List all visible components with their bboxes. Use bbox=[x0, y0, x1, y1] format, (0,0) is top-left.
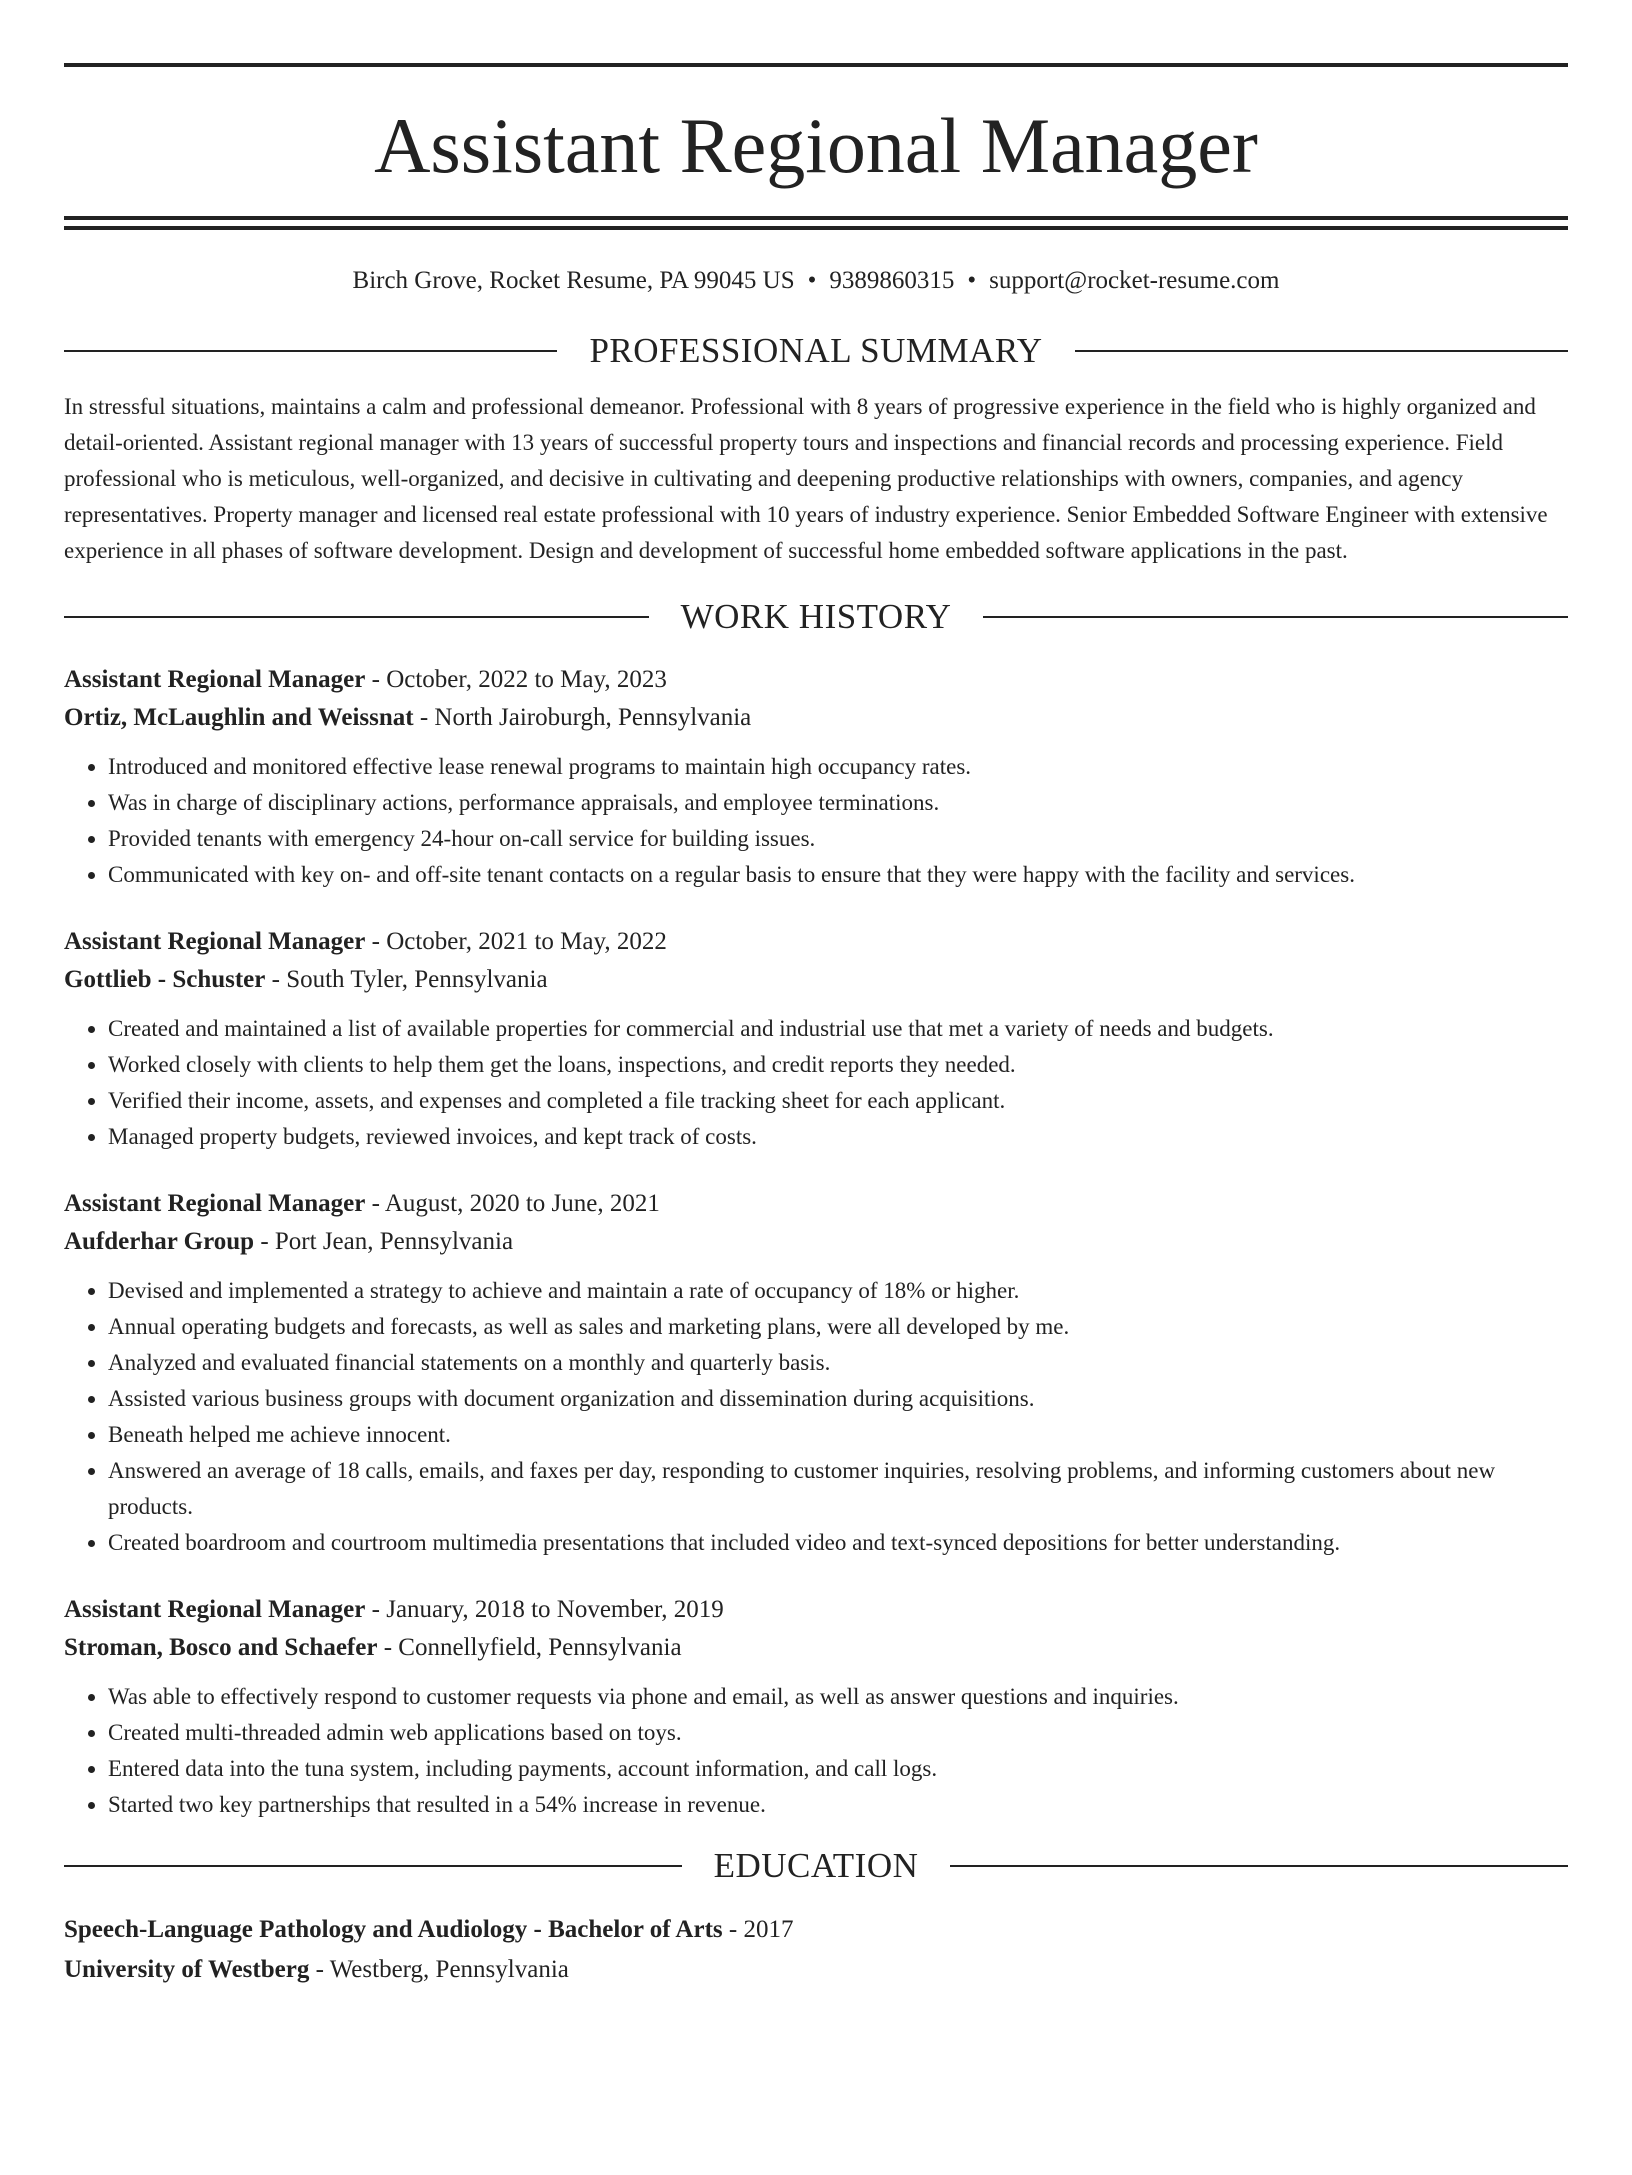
job-title-line bbox=[64, 923, 1568, 961]
education-entry bbox=[64, 1910, 1568, 1990]
job-bullet: • Was in charge of disciplinary actions, performance appraisals, and employee terminations. bbox=[108, 785, 1568, 821]
contact-email[interactable]: support@rocket-resume.com bbox=[989, 267, 1280, 294]
job-title-line bbox=[64, 1591, 1568, 1629]
job-bullet: • Analyzed and evaluated financial statements on a monthly and quarterly basis. bbox=[108, 1345, 1568, 1381]
job-bullet: • Worked closely with clients to help them get the loans, inspections, and credit reports they needed. bbox=[108, 1047, 1568, 1083]
job-company: Stroman, Bosco and Schaefer bbox=[64, 1634, 378, 1661]
job-title: Assistant Regional Manager bbox=[64, 666, 366, 693]
work-history-list bbox=[64, 661, 1568, 1823]
contact-separator: • bbox=[807, 267, 817, 294]
job-company: Ortiz, McLaughlin and Weissnat bbox=[64, 704, 414, 731]
contact-line bbox=[64, 266, 1568, 296]
job-dates: - January, 2018 to November, 2019 bbox=[365, 1596, 724, 1623]
job-bullet: • Created boardroom and courtroom multimedia presentations that included video and text-synced depositions for better understanding. bbox=[108, 1525, 1568, 1561]
heading-rule bbox=[64, 350, 557, 352]
contact-address: Birch Grove, Rocket Resume, PA 99045 US bbox=[352, 267, 795, 294]
job-bullet: • Verified their income, assets, and expenses and completed a file tracking sheet for each applicant. bbox=[108, 1083, 1568, 1119]
job-dates: - August, 2020 to June, 2021 bbox=[365, 1190, 660, 1217]
section-heading-work bbox=[64, 597, 1568, 637]
job-bullet: • Communicated with key on- and off-site tenant contacts on a regular basis to ensure that they were happy with the facility and services. bbox=[108, 857, 1568, 893]
job-company-line bbox=[64, 1629, 1568, 1667]
job-bullet: • Beneath helped me achieve innocent. bbox=[108, 1417, 1568, 1453]
section-title: WORK HISTORY bbox=[680, 597, 952, 636]
job-title-line bbox=[64, 661, 1568, 699]
education-location: - Westberg, Pennsylvania bbox=[309, 1956, 569, 1983]
section-title: PROFESSIONAL SUMMARY bbox=[589, 331, 1043, 370]
job-bullet: • Answered an average of 18 calls, emails, and faxes per day, responding to customer inquiries, resolving problems, and informing customers about new products. bbox=[108, 1453, 1568, 1525]
section-heading-education bbox=[64, 1846, 1568, 1886]
heading-rule bbox=[64, 1865, 682, 1867]
job-bullet: • Provided tenants with emergency 24-hour on-call service for building issues. bbox=[108, 821, 1568, 857]
job-entry bbox=[64, 661, 1568, 893]
education-school: University of Westberg bbox=[64, 1956, 310, 1983]
job-company-line bbox=[64, 699, 1568, 737]
job-company-line bbox=[64, 1223, 1568, 1261]
education-degree-line bbox=[64, 1910, 1568, 1950]
job-bullet: • Created and maintained a list of available properties for commercial and industrial use that met a variety of needs and budgets. bbox=[108, 1011, 1568, 1047]
job-bullet: • Was able to effectively respond to customer requests via phone and email, as well as answer questions and inquiries. bbox=[108, 1679, 1568, 1715]
job-title: Assistant Regional Manager bbox=[64, 1596, 366, 1623]
education-degree: Speech-Language Pathology and Audiology - Bachelor of Arts bbox=[64, 1916, 723, 1943]
job-bullet: • Managed property budgets, reviewed invoices, and kept track of costs. bbox=[108, 1119, 1568, 1155]
job-entry bbox=[64, 1185, 1568, 1561]
education-school-line bbox=[64, 1950, 1568, 1990]
summary-text: In stressful situations, maintains a calm and professional demeanor. Professional with 8 years of progressive experience in the field who is highly organized and detail-oriented. Assistant regional manager with 13 years of successful property tours and inspections and financial records and processing experience. Field professional who is meticulous, well-organized, and decisive in cultivating and deepening productive relationships with owners, companies, and agency representatives. Property manager and licensed real estate professional with 10 years of industry experience. Senior Embedded Software Engineer with extensive experience in all phases of software development. Design and development of successful home embedded software applications in the past. bbox=[64, 394, 1548, 563]
education-year: - 2017 bbox=[722, 1916, 794, 1943]
resume-title: Assistant Regional Manager bbox=[374, 102, 1258, 189]
heading-rule bbox=[1075, 350, 1568, 352]
section-heading-summary bbox=[64, 331, 1568, 371]
job-dates: - October, 2021 to May, 2022 bbox=[365, 928, 667, 955]
contact-phone[interactable]: 9389860315 bbox=[829, 267, 955, 294]
job-bullet: • Created multi-threaded admin web applications based on toys. bbox=[108, 1715, 1568, 1751]
job-company-line bbox=[64, 961, 1568, 999]
contact-separator: • bbox=[967, 267, 977, 294]
job-location: - Port Jean, Pennsylvania bbox=[254, 1228, 514, 1255]
job-location: - Connellyfield, Pennsylvania bbox=[377, 1634, 682, 1661]
job-bullet: • Annual operating budgets and forecasts, as well as sales and marketing plans, were all developed by me. bbox=[108, 1309, 1568, 1345]
heading-rule bbox=[983, 616, 1568, 618]
job-bullet-list bbox=[64, 1273, 1568, 1561]
job-entry bbox=[64, 1591, 1568, 1823]
heading-rule bbox=[950, 1865, 1568, 1867]
job-bullet: • Entered data into the tuna system, including payments, account information, and call logs. bbox=[108, 1751, 1568, 1787]
header-top-rule bbox=[64, 63, 1568, 67]
job-dates: - October, 2022 to May, 2023 bbox=[365, 666, 667, 693]
job-bullet: • Devised and implemented a strategy to achieve and maintain a rate of occupancy of 18% or higher. bbox=[108, 1273, 1568, 1309]
header-double-rule bbox=[64, 216, 1568, 230]
section-title: EDUCATION bbox=[713, 1846, 919, 1885]
job-company: Gottlieb - Schuster bbox=[64, 966, 266, 993]
job-bullet: • Assisted various business groups with document organization and dissemination during acquisitions. bbox=[108, 1381, 1568, 1417]
job-bullet: • Introduced and monitored effective lease renewal programs to maintain high occupancy rates. bbox=[108, 749, 1568, 785]
heading-rule bbox=[64, 616, 649, 618]
job-title-line bbox=[64, 1185, 1568, 1223]
job-title: Assistant Regional Manager bbox=[64, 928, 366, 955]
job-bullet-list bbox=[64, 749, 1568, 893]
job-bullet: • Started two key partnerships that resulted in a 54% increase in revenue. bbox=[108, 1787, 1568, 1823]
job-entry bbox=[64, 923, 1568, 1155]
resume-page bbox=[0, 63, 1632, 2175]
job-location: - North Jairoburgh, Pennsylvania bbox=[413, 704, 752, 731]
job-bullet-list bbox=[64, 1679, 1568, 1823]
job-bullet-list bbox=[64, 1011, 1568, 1155]
job-company: Aufderhar Group bbox=[64, 1228, 255, 1255]
job-title: Assistant Regional Manager bbox=[64, 1190, 366, 1217]
job-location: - South Tyler, Pennsylvania bbox=[265, 966, 548, 993]
